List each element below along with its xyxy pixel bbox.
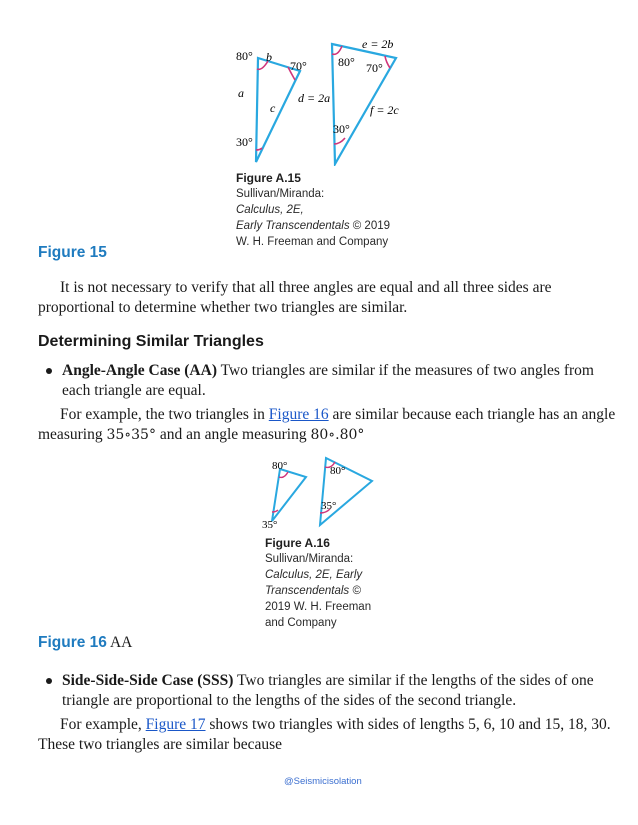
example-sss bbox=[38, 715, 611, 755]
caption-line: Calculus, 2E, Early bbox=[265, 569, 363, 581]
math-80: 80∘.80° bbox=[310, 427, 365, 443]
label-80-small: 80° bbox=[236, 49, 253, 63]
caption-line: 2019 W. H. Freeman bbox=[265, 601, 372, 613]
label-f: f = 2c bbox=[370, 103, 399, 117]
label-b: b bbox=[266, 50, 272, 64]
label-30-large: 30° bbox=[333, 122, 350, 136]
label-80-small: 80° bbox=[272, 460, 288, 472]
footer-watermark: @Seismicisolation bbox=[284, 776, 362, 787]
label-a: a bbox=[238, 86, 244, 100]
angle-arc-30-large bbox=[334, 138, 345, 144]
figure-15-diagram bbox=[228, 34, 418, 166]
bullet-aa bbox=[62, 361, 602, 401]
caption-line: Transcendentals © bbox=[265, 585, 361, 597]
bullet-sss bbox=[62, 671, 602, 711]
label-c: c bbox=[270, 101, 276, 115]
caption-title: Figure A.16 bbox=[265, 536, 330, 550]
label-70-small: 70° bbox=[290, 59, 307, 73]
paragraph-similarity-note: It is not necessary to verify that all three angles are equal and all three sides are proportional to determine whether two triangles are similar. bbox=[38, 279, 552, 316]
figure-16-caption bbox=[265, 535, 371, 631]
label-70-large: 70° bbox=[366, 61, 383, 75]
angle-arc-80-large bbox=[332, 46, 342, 54]
label-80-large: 80° bbox=[330, 465, 346, 477]
bullet-dot bbox=[46, 368, 52, 374]
caption-line: W. H. Freeman and Company bbox=[236, 236, 389, 248]
figure-16-diagram bbox=[260, 455, 390, 530]
bullet-sss-text: Two triangles are similar if the lengths of the sides of one triangle are proportional to the lengths of the sides of the second triangle. bbox=[62, 672, 594, 709]
example-sss-line1: For example, Figure 17 shows two triangles with sides of lengths 5, 6, 10 and 15, 18, 30. bbox=[60, 716, 611, 733]
caption-line: Early Transcendentals © 2019 bbox=[236, 220, 391, 232]
caption-line: Sullivan/Miranda: bbox=[236, 188, 325, 200]
example-aa bbox=[38, 405, 616, 445]
bullet-aa-text: Two triangles are similar if the measures of two angles from each triangle are equal. bbox=[62, 362, 594, 399]
example-aa-line2: measuring 35∘35° and an angle measuring 80∘.80° bbox=[38, 426, 365, 443]
figure-17-link[interactable]: Figure 17 bbox=[145, 716, 206, 733]
label-d: d = 2a bbox=[298, 91, 331, 105]
figure-15-heading: Figure 15 bbox=[38, 244, 107, 261]
angle-arc-70-large bbox=[385, 56, 390, 68]
label-30-small: 30° bbox=[236, 135, 253, 149]
example-sss-line2: These two triangles are similar because bbox=[38, 736, 283, 753]
bullet-sss-title: Side-Side-Side Case (SSS) bbox=[62, 672, 234, 689]
figure-15-caption bbox=[236, 170, 390, 250]
caption-line: and Company bbox=[265, 617, 337, 629]
label-80-large: 80° bbox=[338, 55, 355, 69]
example-aa-line1: For example, the two triangles in Figure 16 are similar because each triangle has an angle bbox=[60, 406, 616, 423]
caption-line: Calculus, 2E, bbox=[236, 204, 304, 216]
caption-line: Sullivan/Miranda: bbox=[265, 553, 354, 565]
bullet-aa-title: Angle-Angle Case (AA) bbox=[62, 362, 217, 379]
small-triangle bbox=[256, 58, 300, 162]
caption-title: Figure A.15 bbox=[236, 171, 301, 185]
small-triangle bbox=[272, 469, 306, 521]
bullet-dot bbox=[46, 678, 52, 684]
figure-16-link[interactable]: Figure 16 bbox=[268, 406, 329, 423]
label-35-small: 35° bbox=[262, 519, 278, 530]
label-35-large: 35° bbox=[321, 500, 337, 512]
label-e: e = 2b bbox=[362, 37, 394, 51]
section-heading: Determining Similar Triangles bbox=[38, 333, 264, 350]
figure-16-heading: Figure 16 AA bbox=[38, 634, 133, 651]
math-35: 35∘35° bbox=[106, 427, 156, 443]
